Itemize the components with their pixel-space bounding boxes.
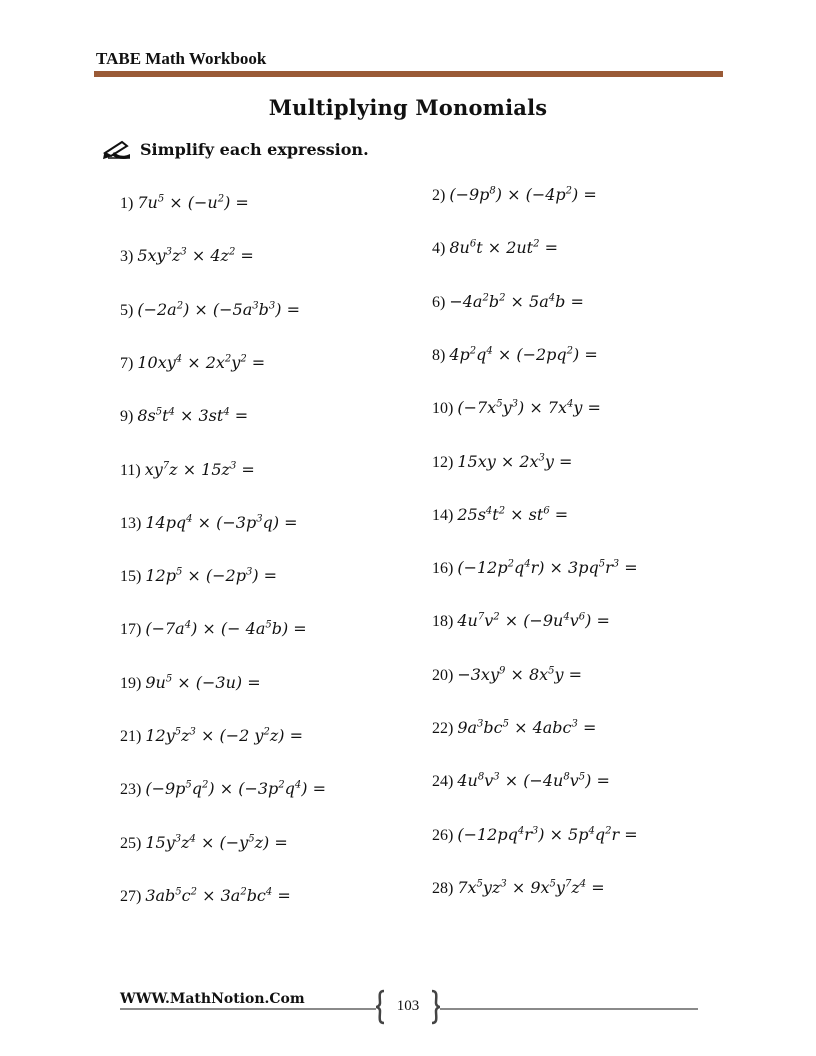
problem-23: [120, 779, 326, 799]
problem-number: 7): [120, 354, 138, 372]
problem-13: [120, 513, 298, 533]
problem-number: 15): [120, 568, 146, 586]
header-title: TABE Math Workbook: [96, 49, 267, 68]
problem-expression: $9a^3bc^5 \times 4abc^3$ =: [457, 718, 597, 737]
problem-expression: $8u^6t \times 2ut^2$ =: [449, 238, 558, 258]
problem-20: [432, 665, 582, 685]
problem-number: 2): [432, 187, 450, 204]
problem-number: 3): [120, 248, 138, 266]
problem-expression: $-4a^2b^2 \times 5a^4b$ =: [449, 291, 584, 311]
problem-number: 16): [432, 560, 458, 578]
problem-expression: $(-9p^8) \times (-4p^2)$ =: [449, 185, 597, 204]
problem-number: 13): [120, 514, 146, 532]
problem-number: 8): [432, 346, 450, 364]
problem-number: 26): [432, 826, 458, 844]
problem-9: [120, 406, 248, 426]
problem-number: 18): [432, 613, 458, 631]
page-title: Multiplying Monomials: [268, 95, 548, 120]
problem-4: [432, 238, 558, 258]
problem-number: 9): [120, 408, 138, 426]
problem-6: [432, 292, 584, 312]
problem-expression: $-3xy^9 \times 8x^5y$ =: [457, 664, 583, 684]
problem-27: [120, 886, 291, 906]
problem-5: [120, 300, 300, 320]
problem-22: [432, 718, 596, 738]
problem-12: [432, 452, 572, 472]
pencil-hand-icon: [102, 138, 132, 160]
instruction: [102, 138, 369, 160]
problem-expression: $7x^5yz^3 \times 9x^5y^7z^4$ =: [457, 877, 605, 897]
problem-expression: $5xy^3z^3 \times 4z^2$ =: [137, 246, 254, 266]
problem-number: 4): [432, 240, 450, 258]
problem-24: [432, 771, 610, 791]
problem-15: [120, 566, 277, 586]
problem-number: 21): [120, 728, 146, 745]
footer-rule-right: [440, 1008, 698, 1010]
problem-16: [432, 558, 638, 578]
problem-number: 22): [432, 720, 458, 737]
problem-28: [432, 878, 605, 898]
problem-18: [432, 611, 610, 631]
header-rule: [94, 71, 723, 77]
problem-expression: $(-9p^5q^2) \times (-3p^2q^4)$ =: [145, 779, 327, 799]
problem-8: [432, 345, 598, 365]
problem-21: [120, 726, 303, 746]
problem-25: [120, 833, 288, 853]
instruction-text: Simplify each expression.: [140, 139, 369, 159]
problem-expression: $8s^5t^4 \times 3st^4$ =: [137, 406, 249, 426]
problem-number: 27): [120, 887, 146, 905]
problem-expression: $12y^5z^3 \times (-2$ $y^2z$) =: [145, 726, 303, 745]
problem-11: [120, 460, 255, 480]
problem-expression: $xy^7z \times 15z^3$ =: [144, 459, 255, 479]
problem-14: [432, 505, 568, 525]
problem-expression: $(-7x^5y^3) \times 7x^4y$ =: [457, 398, 601, 418]
problem-2: [432, 185, 597, 205]
problem-26: [432, 825, 638, 845]
problem-number: 1): [120, 195, 138, 212]
problem-expression: $15y^3z^4 \times (-y^5z)$ =: [145, 832, 288, 852]
problem-number: 12): [432, 453, 458, 471]
problem-number: 28): [432, 879, 458, 897]
problem-number: 6): [432, 293, 450, 311]
problem-expression: $14pq^4 \times (-3p^3q)$ =: [145, 512, 298, 532]
problem-expression: $(-2a^2) \times (-5a^3b^3)$ =: [137, 299, 300, 319]
problem-number: 5): [120, 301, 138, 319]
problem-3: [120, 246, 254, 266]
problem-expression: $10xy^4 \times 2x^2y^2$ =: [137, 352, 266, 372]
problem-number: 17): [120, 621, 146, 639]
problem-10: [432, 398, 601, 418]
problem-number: 11): [120, 461, 145, 479]
footer-rule-left: [120, 1008, 376, 1010]
problem-1: [120, 193, 249, 213]
problem-19: [120, 673, 261, 693]
problem-number: 14): [432, 506, 458, 524]
problem-number: 19): [120, 674, 146, 692]
problem-expression: $15xy \times 2x^3y$ =: [457, 451, 573, 471]
footer-url: WWW.MathNotion.Com: [120, 991, 305, 1007]
problem-expression: $9u^5 \times (-3u)$ =: [145, 672, 261, 692]
problem-expression: $12p^5 \times (-2p^3)$ =: [145, 566, 278, 586]
problem-expression: $(-7a^4)$ × (− $4a^5b$) =: [145, 619, 307, 639]
problem-expression: $4p^2q^4 \times (-2pq^2)$ =: [449, 344, 598, 364]
problem-expression: $4u^7v^2 \times (-9u^4v^6)$ =: [457, 611, 610, 631]
problem-expression: $4u^8v^3 \times (-4u^8v^5)$ =: [457, 771, 610, 791]
problem-number: 10): [432, 400, 458, 418]
page-number-box: [374, 989, 442, 1025]
problem-7: [120, 353, 265, 373]
problem-expression: $3ab^5c^2 \times 3a^2bc^4$ =: [145, 885, 291, 905]
problem-17: [120, 619, 307, 639]
problem-expression: $(-12pq^4r^3) \times 5p^4q^2r$ =: [457, 824, 638, 844]
page-number: 103: [396, 998, 420, 1014]
problem-number: 23): [120, 781, 146, 799]
problem-expression: $7u^5 \times (-u^2)$ =: [137, 193, 249, 212]
problem-expression: $25s^4t^2 \times st^6$ =: [457, 504, 569, 524]
problem-number: 24): [432, 773, 458, 791]
problem-number: 25): [120, 834, 146, 852]
problem-number: 20): [432, 666, 458, 684]
problem-expression: $(-12p^2q^4r) \times 3pq^5r^3$ =: [457, 558, 638, 578]
